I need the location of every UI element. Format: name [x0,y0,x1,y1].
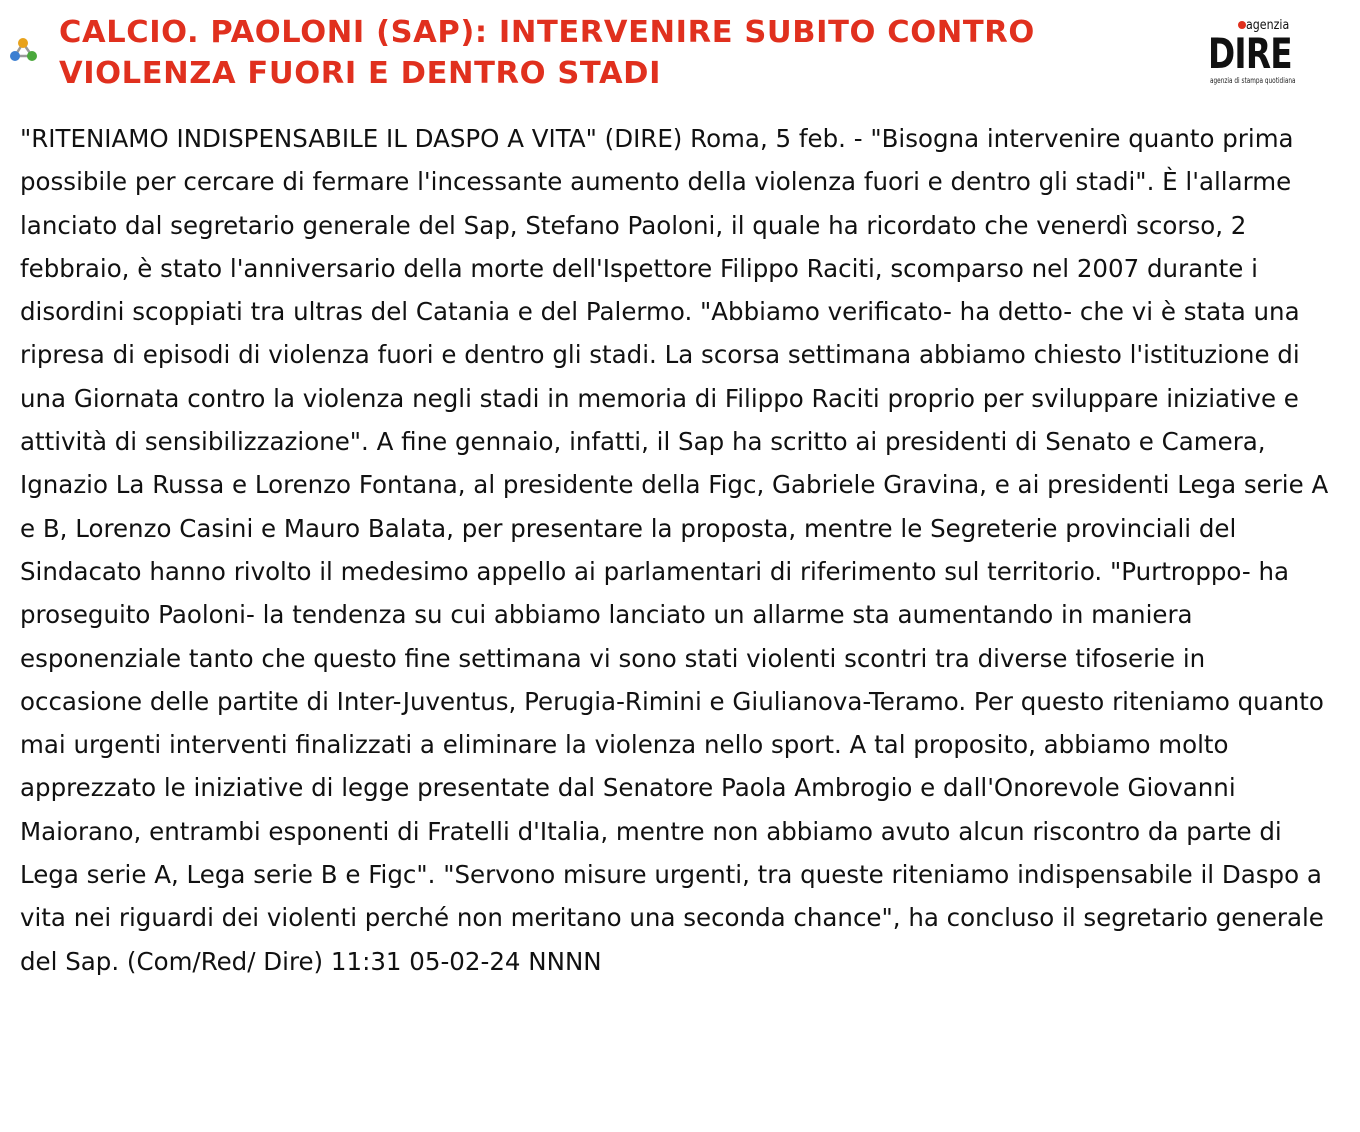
logo-agency-label: agenzia [1246,18,1290,33]
dire-logo [1206,18,1310,86]
article-headline: CALCIO. PAOLONI (SAP): INTERVENIRE SUBITO CONTRO VIOLENZA FUORI E DENTRO STADI [59,15,1035,91]
logo-dot [1238,21,1246,29]
logo-tagline: agenzia di stampa quotidiana [1210,76,1296,85]
article-body: "RITENIAMO INDISPENSABILE IL DASPO A VITA" (DIRE) Roma, 5 feb. - "Bisogna intervenire quanto prima possibile per cercare di fermare l'incessante aumento della violenza fuori e dentro gli stadi". È l'allarme lanciato dal segretario generale del Sap, Stefano Paoloni, il quale ha ricordato che venerdì scorso, 2 febbraio, è stato l'anniversario della morte dell'Ispettore Filippo Raciti, scomparso nel 2007 durante i disordini scoppiati tra ultras del Catania e del Palermo. "Abbiamo verificato- ha detto- che vi è stata una ripresa di episodi di violenza fuori e dentro gli stadi. La scorsa settimana abbiamo chiesto l'istituzione di una Giornata contro la violenza negli stadi in memoria di Filippo Raciti proprio per sviluppare iniziative e attività di sensibilizzazione". A fine gennaio, infatti, il Sap ha scritto ai presidenti di Senato e Camera, Ignazio La Russa e Lorenzo Fontana, al presidente della Figc, Gabriele Gravina, e ai presidenti Lega serie A e B, Lorenzo Casini e Mauro Balata, per presentare la proposta, mentre le Segreterie provinciali del Sindacato hanno rivolto il medesimo appello ai parlamentari di riferimento sul territorio. "Purtroppo- ha proseguito Paoloni- la tendenza su cui abbiamo lanciato un allarme sta aumentando in maniera esponenziale tanto che questo fine settimana vi sono stati violenti scontri tra diverse tifoserie in occasione delle partite di Inter-Juventus, Perugia-Rimini e Giulianova-Teramo. Per questo riteniamo quanto mai urgenti interventi finalizzati a eliminare la violenza nello sport. A tal proposito, abbiamo molto apprezzato le iniziative di legge presentate dal Senatore Paola Ambrogio e dall'Onorevole Giovanni Maiorano, entrambi esponenti di Fratelli d'Italia, mentre non abbiamo avuto alcun riscontro da parte di Lega serie A, Lega serie B e Figc". "Servono misure urgenti, tra queste riteniamo indispensabile il Daspo a vita nei riguardi dei violenti perché non meritano una seconda chance", ha concluso il segretario generale del Sap. (Com/Red/ Dire) 11:31 05-02-24 NNNN [20,124,1329,976]
logo-brand: DIRE [1208,29,1292,78]
article-header [0,0,1360,100]
molecule-share-icon[interactable] [6,34,40,64]
